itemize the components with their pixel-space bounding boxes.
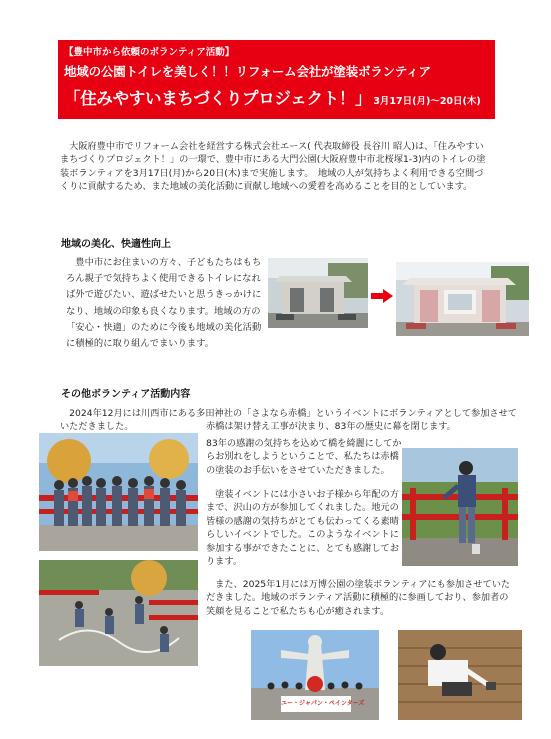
banner-headline: 地域の公園トイレを美しく！！リフォーム会社が塗装ボランティア [64,64,431,79]
expo-banner-text: ユー・ジャパン・ペインターズ [281,700,365,707]
photo-painting-deck [398,630,522,720]
intro-paragraph: 大阪府豊中市でリフォーム会社を経営する株式会社エース( 代表取締役 長谷川 昭人)は、「住みやすいまちづくりプロジェクト！」の一環で、豊中市にある大門公園(大阪府豊中市北桜塚1-3)内のトイレの塗装ボランティアを3月17日(月)から20日(木)まで実施します。 地域の人が気持ちよく利用できる空間づくりに貢献するため、また地域の美化活動に貢献し地域への愛着を高めることを目的としています。 [60,141,486,193]
photo-painting-bridge [402,448,518,566]
banner-tag: 【豊中市から依頼のボランティア活動】 [64,47,235,58]
section-beautification-text: 豊中市にお住まいの方々、子どもたちはもちろん親子で気持ちよく使用できるトイレになれば外で遊びたい、遊ばせたいと思うきっかけになり、地域の印象も良くなります。地域の方の「安心・快適」のために今後も地域の美化活動に積極的に取り組んでまいります。 [66,257,262,350]
section-title-other-activities: その他ボランティア活動内容 [61,389,191,400]
photo-group-red-bridge [39,433,198,551]
banner-date: 3月17日(月)〜20日(木) [373,96,481,107]
banner-project-line [64,85,481,109]
header-banner [58,40,495,119]
section-title-beautification: 地域の美化、快適性向上 [61,239,171,250]
arrow-right-icon [371,289,393,303]
activities-paragraph-3: 塗装イベントには小さいお子様から年配の方まで、沢山の方が参加してくれました。地元の皆様の感謝の気持ちがとても伝わってくる素晴らしいイベントでした。このようなイベントに参加する事ができたことに、とても感謝しております。 [206,489,399,568]
photo-toilet-before [268,258,368,328]
activities-paragraph-1b: 赤橋は架け替え工事が決まり、83年の歴史に幕を閉じます。 [206,421,456,432]
photo-kids-chalk-drawing [39,560,198,666]
photo-toilet-after [396,262,529,336]
activities-paragraph-1-text: 2024年12月には川西市にある多田神社の「さよなら赤橋」というイベントにボランティアとして参加させていただきました。 [60,408,517,433]
activities-paragraph-2: 83年の感謝の気持ちを込めて橋を綺麗にしてからお別れをしようということで、私たちは赤橋の塗装のお手伝いをさせていただきました。 [206,438,402,476]
photo-expo-park-group [251,630,379,720]
banner-project-title: 「住みやすいまちづくりプロジェクト！」 [64,89,372,108]
activities-paragraph-4: また、2025年1月には万博公園の塗装ボランティアにも参加させていただきました。地域のボランティア活動に積極的に参画しており、参加者の笑顔を見ることで私たちも心が癒されます。 [206,579,511,617]
